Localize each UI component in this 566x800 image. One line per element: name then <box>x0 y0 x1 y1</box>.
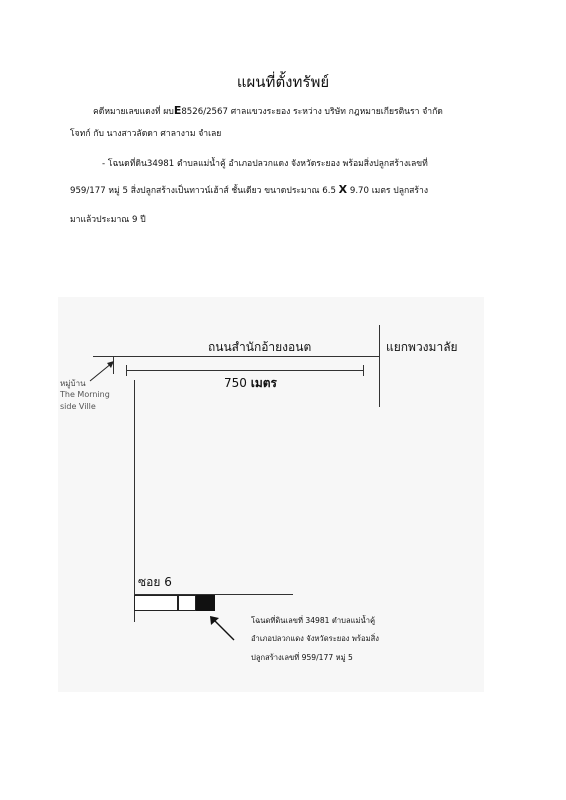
distance-tick-left <box>126 365 127 376</box>
plot-desc-1: โฉนดที่ดินเลขที่ 34981 ตำบลแม่น้ำคู้ <box>251 616 376 625</box>
neighbor-unit <box>178 595 196 611</box>
case-paragraph-line-2: โจทก์ กับ นางสาวลัดดา ศาลางาม จำเลย <box>70 129 222 139</box>
distance-bar <box>126 370 364 371</box>
case-number-text: 8526/2567 ศาลแขวงระยอง ระหว่าง บริษัท กฎหมายเกียรตินรา จำกัด <box>181 107 443 117</box>
deed-line-2-a: 959/177 หมู่ 5 สิ่งปลูกสร้างเป็นทาวน์เฮ้าส์ ชั้นเดียว ขนาดประมาณ 6.5 <box>70 186 339 196</box>
distance-unit: เมตร <box>250 376 277 390</box>
village-label-1: หมู่บ้าน <box>60 379 86 388</box>
distance-value: 750 <box>224 376 251 390</box>
village-label-3: side Ville <box>60 402 96 411</box>
deed-line-2-b: 9.70 เมตร ปลูกสร้าง <box>347 186 429 196</box>
deed-line-1: - โฉนดที่ดิน34981 ตำบลแม่น้ำคู้ อำเภอปลวกแดง จังหวัดระยอง พร้อมสิ่งปลูกสร้างเลขที่ <box>102 159 428 169</box>
distance-label <box>224 374 277 393</box>
junction-vertical-line <box>379 325 380 407</box>
distance-tick-right <box>363 365 364 376</box>
location-map <box>58 297 484 692</box>
access-road-line <box>134 380 135 622</box>
page-title: แผนที่ตั้งทรัพย์ <box>236 73 330 91</box>
road-name-label: ถนนสำนักอ้ายงอนต <box>208 340 312 354</box>
plot-desc-3: ปลูกสร้างเลขที่ 959/177 หมู่ 5 <box>251 653 353 662</box>
junction-label: แยกพวงมาลัย <box>386 340 458 354</box>
deed-line-2 <box>70 184 428 197</box>
village-arrow-icon <box>88 359 118 383</box>
property-arrow-icon <box>206 613 238 643</box>
soi-label: ซอย 6 <box>138 575 172 589</box>
main-road-line <box>93 356 379 357</box>
village-label-2: The Morning <box>60 390 110 399</box>
case-prefix: คดีหมายเลขแดงที่ ผบ <box>93 107 174 117</box>
subject-property <box>196 595 215 611</box>
case-paragraph-line-1 <box>93 105 443 118</box>
townhouse-row <box>134 595 178 611</box>
dimension-x: X <box>338 183 348 196</box>
case-letter-e: E <box>173 104 182 117</box>
deed-line-3: มาแล้วประมาณ 9 ปี <box>70 215 146 225</box>
plot-desc-2: อำเภอปลวกแดง จังหวัดระยอง พร้อมสิ่ง <box>251 634 379 643</box>
